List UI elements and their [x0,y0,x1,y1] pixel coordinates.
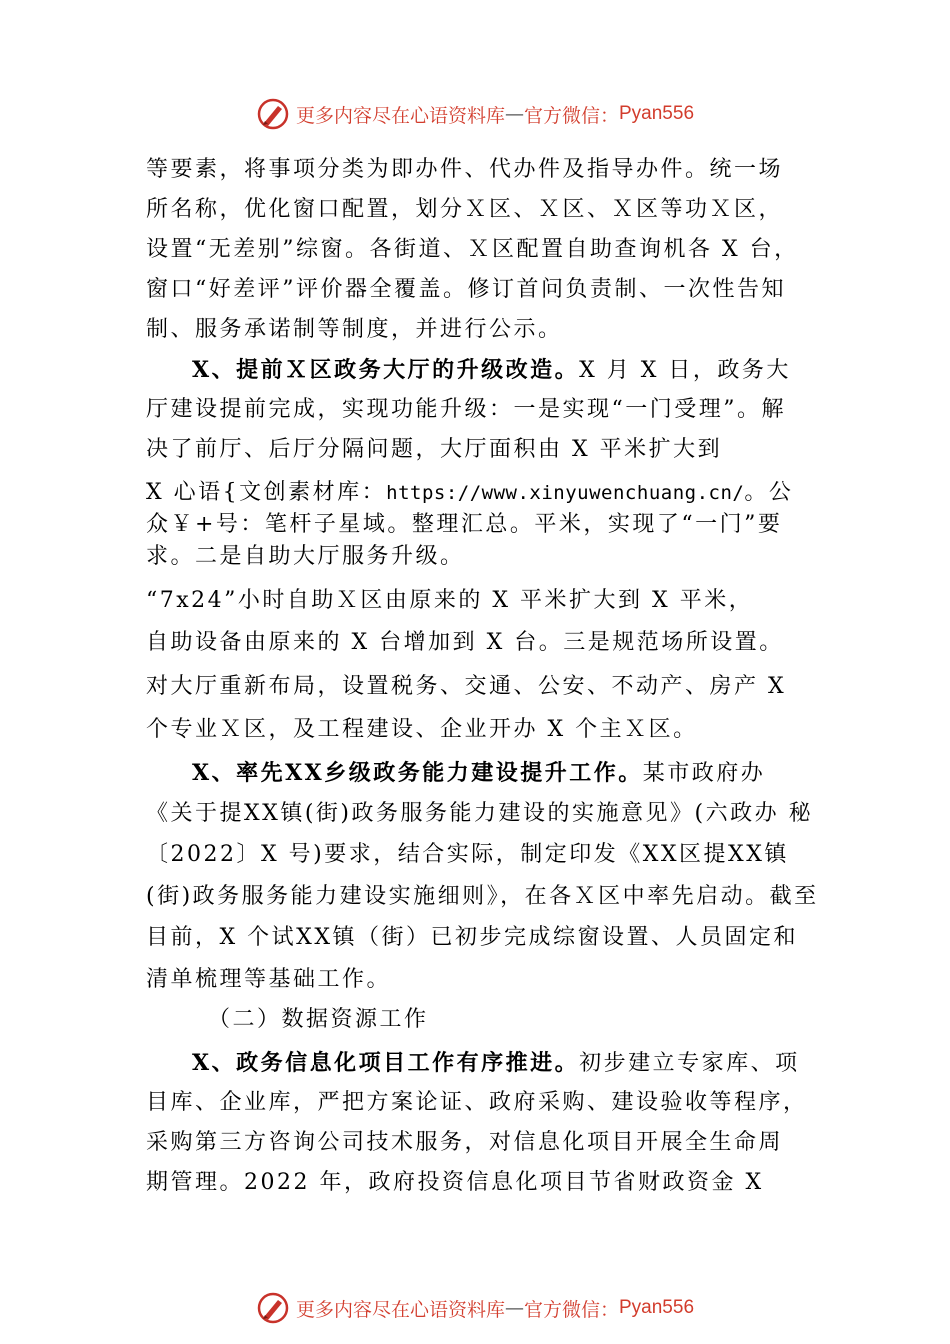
text-line: 所名称，优化窗口配置，划分Ｘ区、Ｘ区、Ｘ区等功Ｘ区， [146,197,784,222]
text-line: 采购第三方咨询公司技术服务，对信息化项目开展全生命周 [146,1130,784,1155]
paragraph-heading-line: X、政务信息化项目工作有序推进。初步建立专家库、项 [192,1050,800,1076]
text-line: 〔2022〕X 号)要求，结合实际，制定印发《XX区提XX镇 [146,842,789,867]
paragraph-heading: X、提前Ｘ区政务大厅的升级改造。 [192,357,580,383]
banner-library-text: 更多内容尽在心语资料库 [295,1298,505,1321]
text-line: 《关于提XX镇(街)政务服务能力建设的实施意见》(六政办 秘 [146,801,814,826]
pen-logo-icon [256,1291,290,1325]
text-line: (街)政务服务能力建设实施细则》，在各Ｘ区中率先启动。截至 [146,884,819,909]
text-line: 自助设备由原来的 X 台增加到 X 台。三是规范场所设置。 [146,630,784,655]
text-line: X 心语{文创素材库：https://www.xinyuwenchuang.cn/。公 [146,480,794,505]
banner-separator: — [504,1297,524,1319]
footer-banner [0,1288,950,1328]
paragraph-heading-line: X、率先XX乡级政务能力建设提升工作。某市政府办 [192,760,766,786]
banner-wechat-label: 官方微信： [523,104,619,127]
section-heading: （二）数据资源工作 [208,1007,429,1032]
text-line: 设置“无差别”综窗。各街道、Ｘ区配置自助查询机各 X 台， [146,237,799,262]
text-line: 决了前厅、后厅分隔问题，大厅面积由 X 平米扩大到 [146,437,723,462]
text-line: 窗口“好差评”评价器全覆盖。修订首问负责制、一次性告知 [146,277,786,302]
text-line: “7x24”小时自助Ｘ区由原来的 X 平米扩大到 X 平米， [146,588,754,613]
text-line: 制、服务承诺制等制度，并进行公示。 [146,317,563,342]
text-line: 期管理。2022 年，政府投资信息化项目节省财政资金 X [146,1170,764,1195]
banner-wechat-id: Pyan556 [619,1297,695,1318]
pen-logo-icon [256,97,290,131]
paragraph-heading-line: X、提前Ｘ区政务大厅的升级改造。X 月 X 日，政务大 [192,357,791,383]
text-line: 目前，X 个试XX镇（街）已初步完成综窗设置、人员固定和 [146,925,798,950]
website-url: https://www.xinyuwenchuang.cn/ [386,482,745,504]
text-line: 厅建设提前完成，实现功能升级：一是实现“一门受理”。解 [146,397,786,422]
banner-wechat-id: Pyan556 [619,103,695,124]
paragraph-heading: X、率先XX乡级政务能力建设提升工作。 [192,760,643,786]
text-line: 对大厅重新布局，设置税务、交通、公安、不动产、房产 X [146,674,787,699]
banner-separator: — [504,103,524,125]
text-line: 求。二是自助大厅服务升级。 [146,544,465,569]
text-line: 个专业Ｘ区，及工程建设、企业开办 X 个主Ｘ区。 [146,717,698,742]
banner-library-text: 更多内容尽在心语资料库 [295,104,505,127]
text-line: 目库、企业库，严把方案论证、政府采购、建设验收等程序， [146,1090,808,1115]
text-line: 清单梳理等基础工作。 [146,967,392,992]
text-line: 等要素，将事项分类为即办件、代办件及指导办件。统一场 [146,157,784,182]
text-line: 众￥+号：笔杆子星域。整理汇总。平米，实现了“一门”要 [146,512,783,537]
paragraph-heading: X、政务信息化项目工作有序推进。 [192,1050,580,1076]
header-banner [0,94,950,134]
banner-wechat-label: 官方微信： [523,1298,619,1321]
